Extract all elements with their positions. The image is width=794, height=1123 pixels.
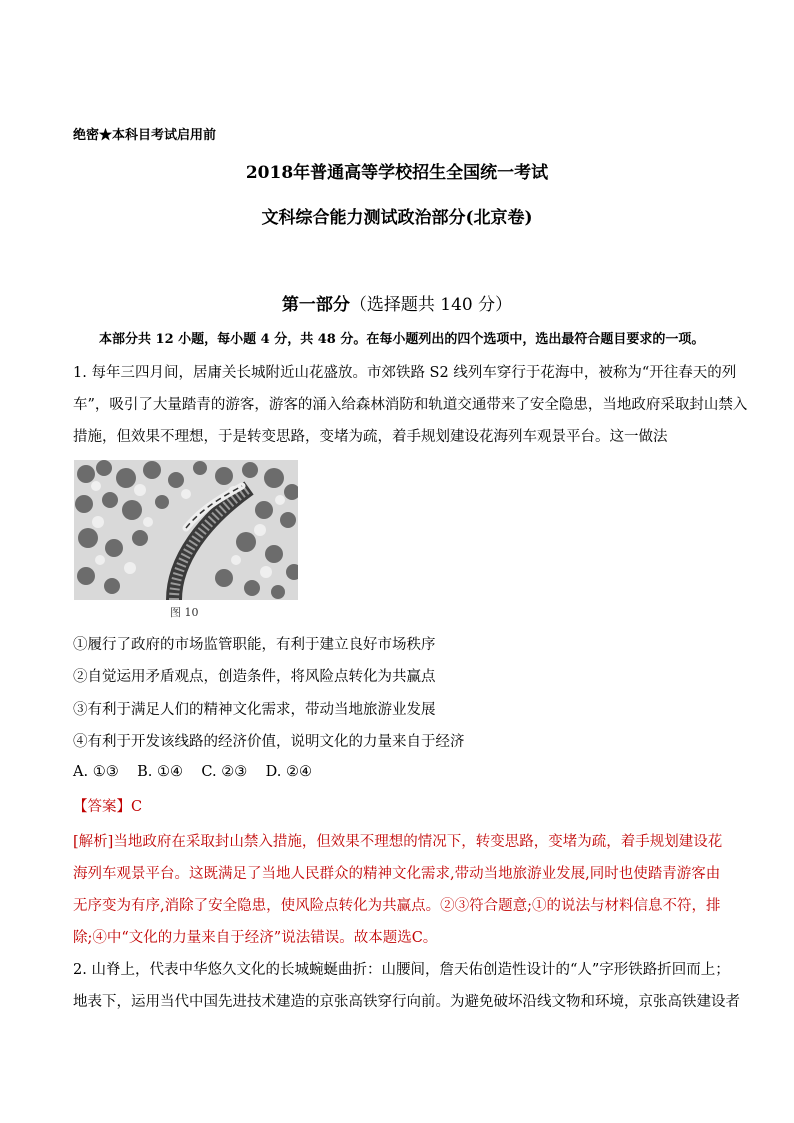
question-1-line: 措施，但效果不理想，于是转变思路，变堵为疏，着手规划建设花海列车观景平台。这一做法 <box>73 429 668 445</box>
analysis-line: [解析]当地政府在采取封山禁入措施，但效果不理想的情况下，转变思路，变堵为疏，着手规划建设花 <box>73 834 723 850</box>
option-2: ②自觉运用矛盾观点，创造条件，将风险点转化为共赢点 <box>73 669 436 685</box>
analysis-line: 除;④中“文化的力量来自于经济”说法错误。故本题选C。 <box>73 930 438 946</box>
secret-mark: 绝密★本科目考试启用前 <box>73 128 217 143</box>
question-1-stem <box>73 357 748 453</box>
answer-choices: A. ①③ B. ①④ C. ②③ D. ②④ <box>73 764 312 780</box>
answer-label: 【答案】C <box>73 799 143 815</box>
analysis-line: 无序变为有序,消除了安全隐患，使风险点转化为共赢点。②③符合题意;①的说法与材料信息不符，排 <box>73 898 721 914</box>
section-instruction: 本部分共 12 小题，每小题 4 分，共 48 分。在每小题列出的四个选项中，选出最符合题目要求的一项。 <box>99 332 705 347</box>
figure-caption: 图 10 <box>170 606 199 619</box>
exam-title: 2018年普通高等学校招生全国统一考试 <box>245 163 549 183</box>
analysis-line: 海列车观景平台。这既满足了当地人民群众的精神文化需求,带动当地旅游业发展,同时也使踏青游客由 <box>73 866 721 882</box>
option-1: ①履行了政府的市场监管职能，有利于建立良好市场秩序 <box>73 637 436 653</box>
question-1-line: 1. 每年三四月间，居庸关长城附近山花盛放。市郊铁路 S2 线列车穿行于花海中，被称为“开往春天的列 <box>73 365 737 381</box>
analysis-text <box>73 826 733 954</box>
exam-subtitle: 文科综合能力测试政治部分(北京卷) <box>261 208 533 228</box>
option-3: ③有利于满足人们的精神文化需求，带动当地旅游业发展 <box>73 702 436 718</box>
question-1-line: 车”，吸引了大量踏青的游客，游客的涌入给森林消防和轨道交通带来了安全隐患，当地政府采取封山禁入 <box>73 397 748 413</box>
option-4: ④有利于开发该线路的经济价值，说明文化的力量来自于经济 <box>73 734 465 750</box>
question-2-stem <box>73 954 740 1018</box>
section-heading <box>0 290 794 315</box>
section-title-rest: （选择题共 140 分） <box>349 295 513 315</box>
section-title-bold: 第一部分 <box>281 295 350 315</box>
question-2-line: 地表下，运用当代中国先进技术建造的京张高铁穿行向前。为避免破坏沿线文物和环境，京张高铁建设者 <box>73 994 740 1010</box>
figure-10-image <box>74 460 298 623</box>
question-2-line: 2. 山脊上，代表中华悠久文化的长城蜿蜒曲折：山腰间，詹天佑创造性设计的“人”字形铁路折回而上； <box>73 962 730 978</box>
